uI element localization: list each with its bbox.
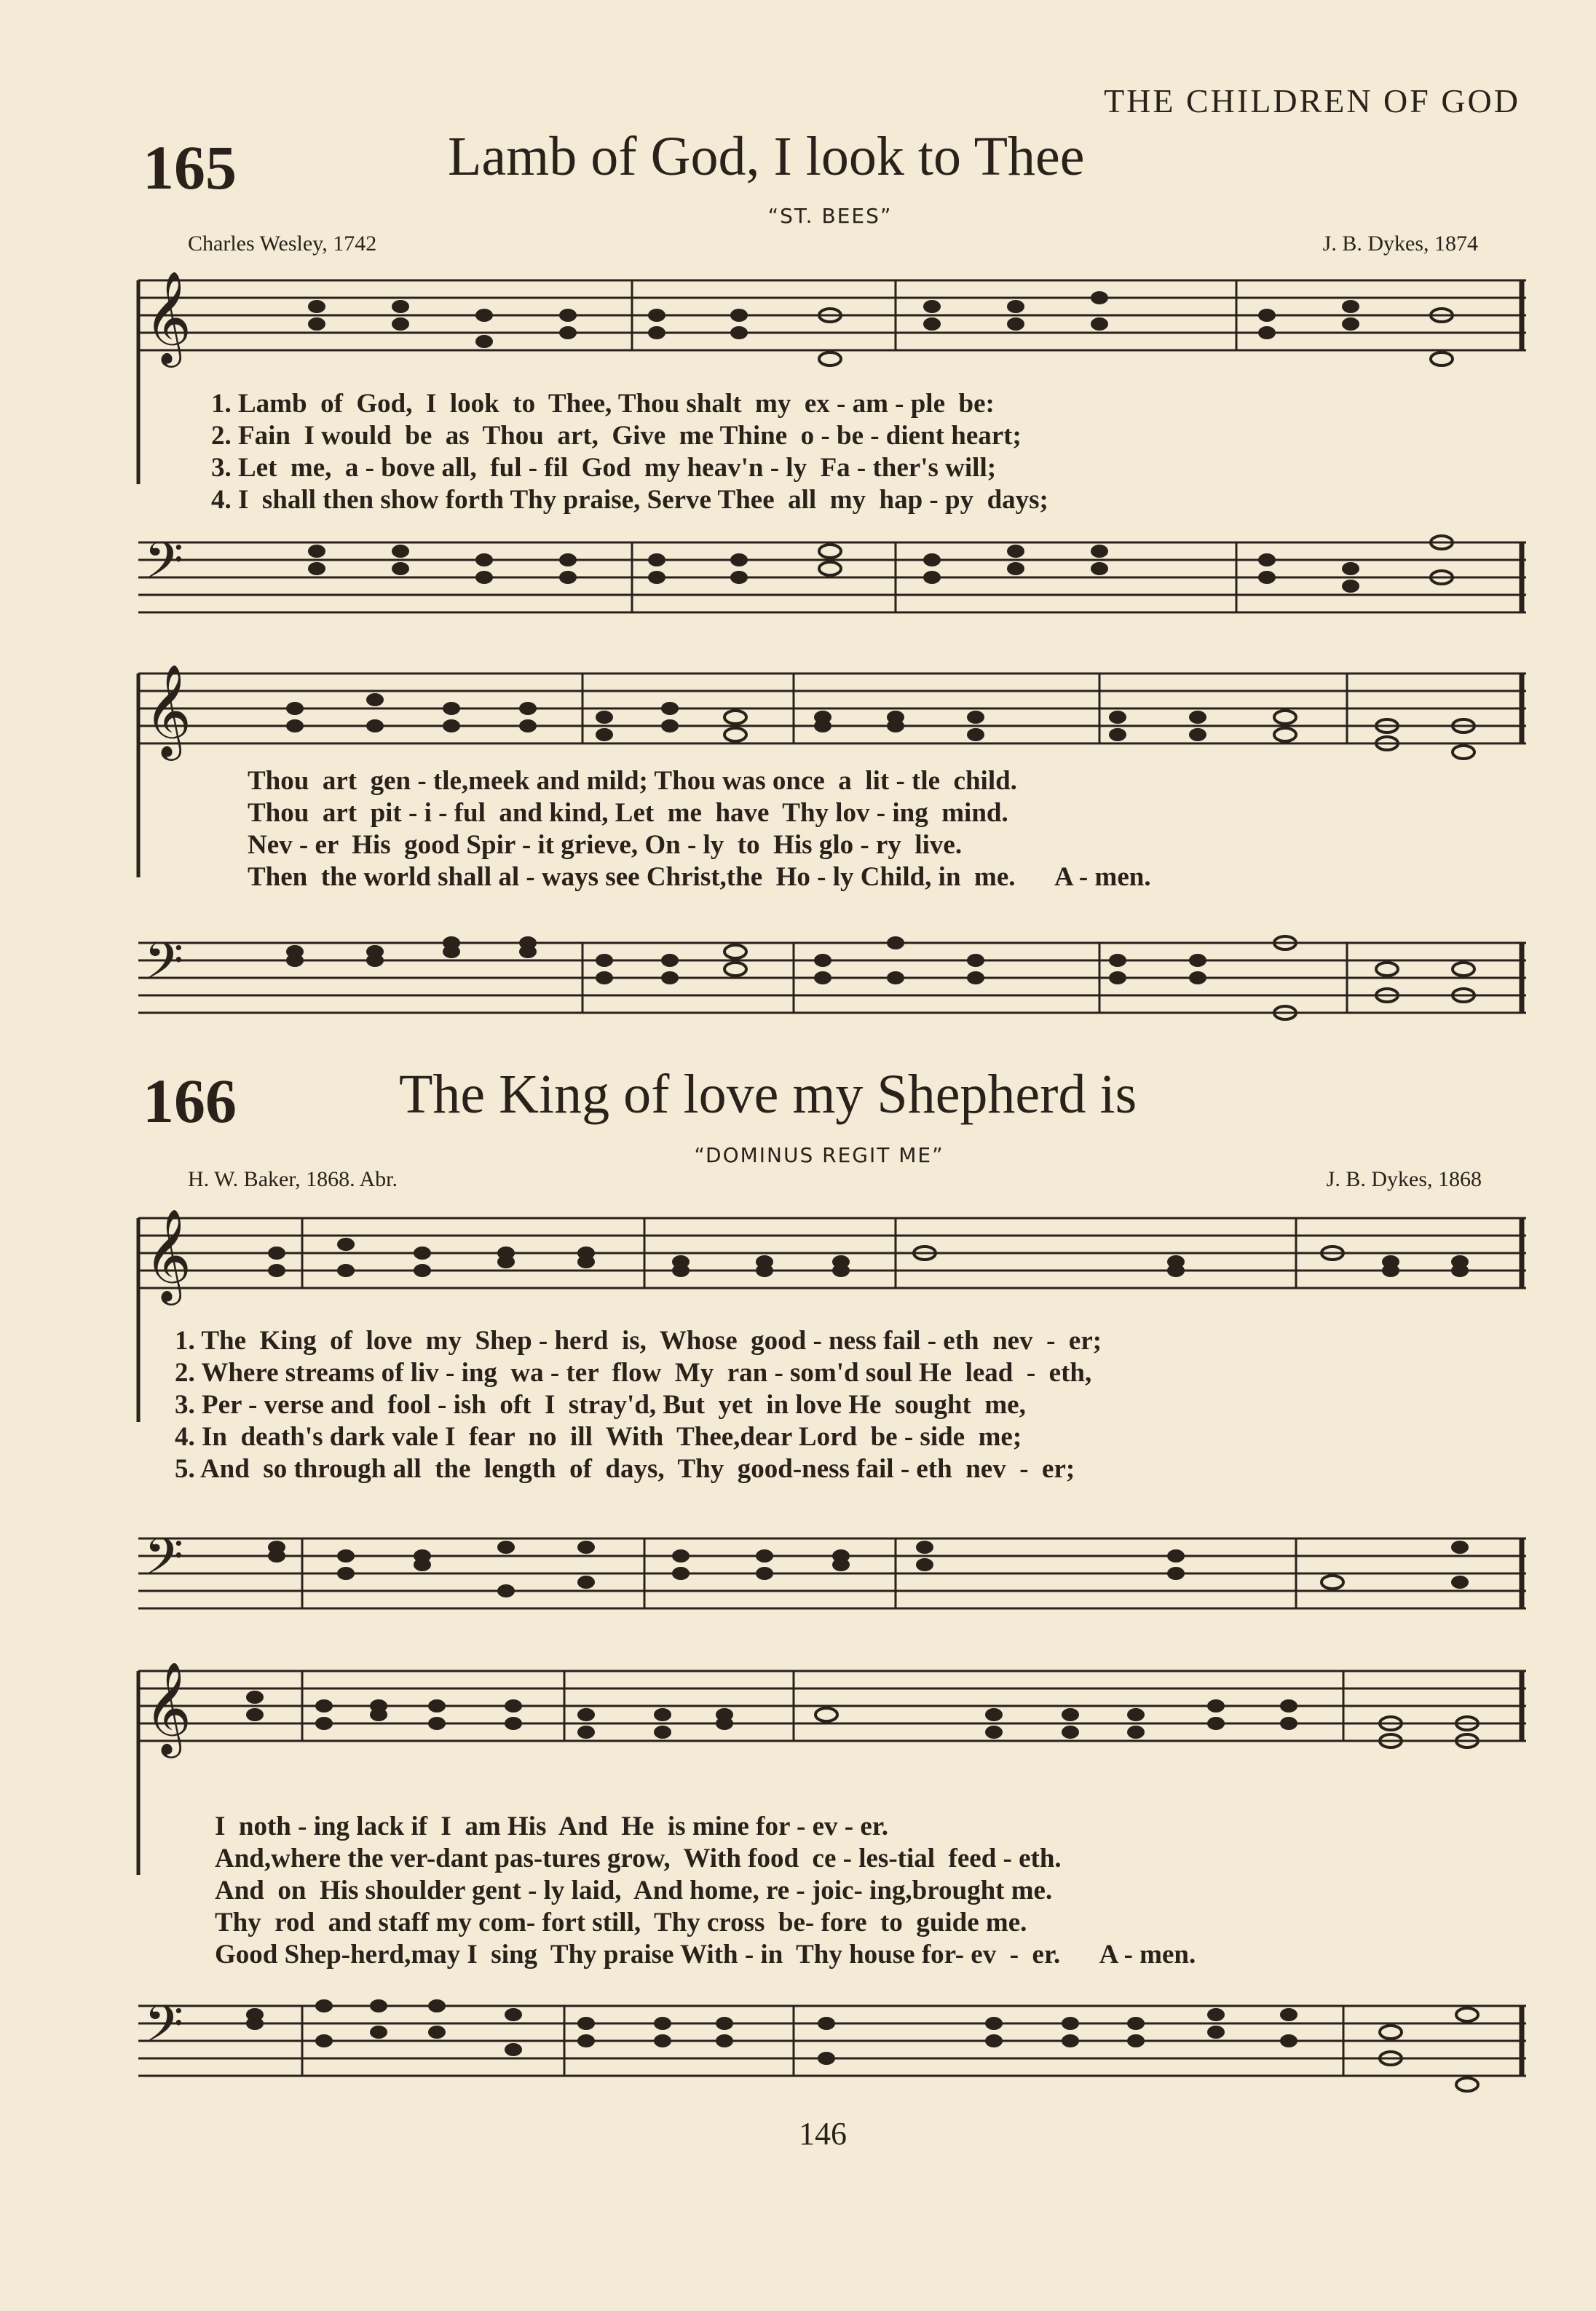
lyric-line: 3. Per - verse and fool - ish oft I stray'd, But yet in love He sought me, bbox=[175, 1390, 1026, 1420]
section-title: THE CHILDREN OF GOD bbox=[1104, 82, 1520, 119]
hymn-number: 166 bbox=[143, 1066, 237, 1136]
bass-staff bbox=[138, 931, 1526, 1023]
tune-name: “DOMINUS REGIT ME” bbox=[694, 1143, 944, 1167]
lyric-line: Thou art pit - i - ful and kind, Let me have Thy lov - ing mind. bbox=[248, 798, 1008, 828]
lyric-line: Good Shep-herd,may I sing Thy praise With - in Thy house for- ev - er. A - men. bbox=[215, 1940, 1196, 1970]
treble-staff bbox=[138, 1661, 1526, 1754]
bass-staff bbox=[138, 1527, 1526, 1619]
svg-text:𝄞: 𝄞 bbox=[144, 270, 192, 363]
svg-text:𝄞: 𝄞 bbox=[144, 1661, 192, 1754]
svg-text:𝄢: 𝄢 bbox=[144, 1527, 184, 1598]
lyric-line: 1. The King of love my Shep - herd is, Whose good - ness fail - eth nev - er; bbox=[175, 1326, 1102, 1356]
svg-text:𝄢: 𝄢 bbox=[144, 931, 184, 1003]
lyric-line: Thou art gen - tle,meek and mild; Thou was once a lit - tle child. bbox=[248, 766, 1017, 796]
composer-credit: J. B. Dykes, 1868 bbox=[1326, 1167, 1482, 1191]
lyric-line: 2. Fain I would be as Thou art, Give me Thine o - be - dient heart; bbox=[211, 421, 1022, 451]
bass-staff bbox=[138, 1994, 1526, 2086]
treble-staff bbox=[138, 1208, 1526, 1301]
svg-text:𝄞: 𝄞 bbox=[144, 663, 192, 756]
author-credit: H. W. Baker, 1868. Abr. bbox=[188, 1167, 398, 1191]
bass-staff bbox=[138, 531, 1526, 623]
lyric-line: I noth - ing lack if I am His And He is mine for - ev - er. bbox=[215, 1812, 889, 1841]
lyric-line: 4. I shall then show forth Thy praise, Serve Thee all my hap - py days; bbox=[211, 485, 1048, 515]
lyric-line: 1. Lamb of God, I look to Thee, Thou shalt my ex - am - ple be: bbox=[211, 389, 995, 419]
treble-staff bbox=[138, 270, 1526, 363]
author-credit: Charles Wesley, 1742 bbox=[188, 232, 377, 256]
lyric-line: Nev - er His good Spir - it grieve, On - ly to His glo - ry live. bbox=[248, 830, 963, 860]
lyric-line: And,where the ver-dant pas-tures grow, With food ce - les-tial feed - eth. bbox=[215, 1844, 1062, 1873]
lyric-line: Thy rod and staff my com- fort still, Thy cross be- fore to guide me. bbox=[215, 1908, 1027, 1937]
hymn-number: 165 bbox=[143, 133, 237, 202]
lyric-line: Then the world shall al - ways see Christ,the Ho - ly Child, in me. A - men. bbox=[248, 862, 1151, 892]
hymn-title: The King of love my Shepherd is bbox=[399, 1064, 1137, 1125]
treble-staff bbox=[138, 663, 1526, 756]
svg-text:𝄢: 𝄢 bbox=[144, 531, 184, 602]
composer-credit: J. B. Dykes, 1874 bbox=[1322, 232, 1478, 256]
tune-name: “ST. BEES” bbox=[767, 204, 893, 228]
lyric-line: 5. And so through all the length of days, Thy good-ness fail - eth nev - er; bbox=[175, 1454, 1075, 1484]
lyric-line: 3. Let me, a - bove all, ful - fil God my heav'n - ly Fa - ther's will; bbox=[211, 453, 997, 483]
lyric-line: 4. In death's dark vale I fear no ill With Thee,dear Lord be - side me; bbox=[175, 1422, 1022, 1452]
svg-text:𝄞: 𝄞 bbox=[144, 1208, 192, 1301]
hymn-title: Lamb of God, I look to Thee bbox=[448, 126, 1085, 187]
lyric-line: And on His shoulder gent - ly laid, And home, re - joic- ing,brought me. bbox=[215, 1876, 1053, 1905]
svg-text:𝄢: 𝄢 bbox=[144, 1994, 184, 2066]
lyric-line: 2. Where streams of liv - ing wa - ter flow My ran - som'd soul He lead - eth, bbox=[175, 1358, 1092, 1388]
page-number: 146 bbox=[799, 2116, 847, 2152]
